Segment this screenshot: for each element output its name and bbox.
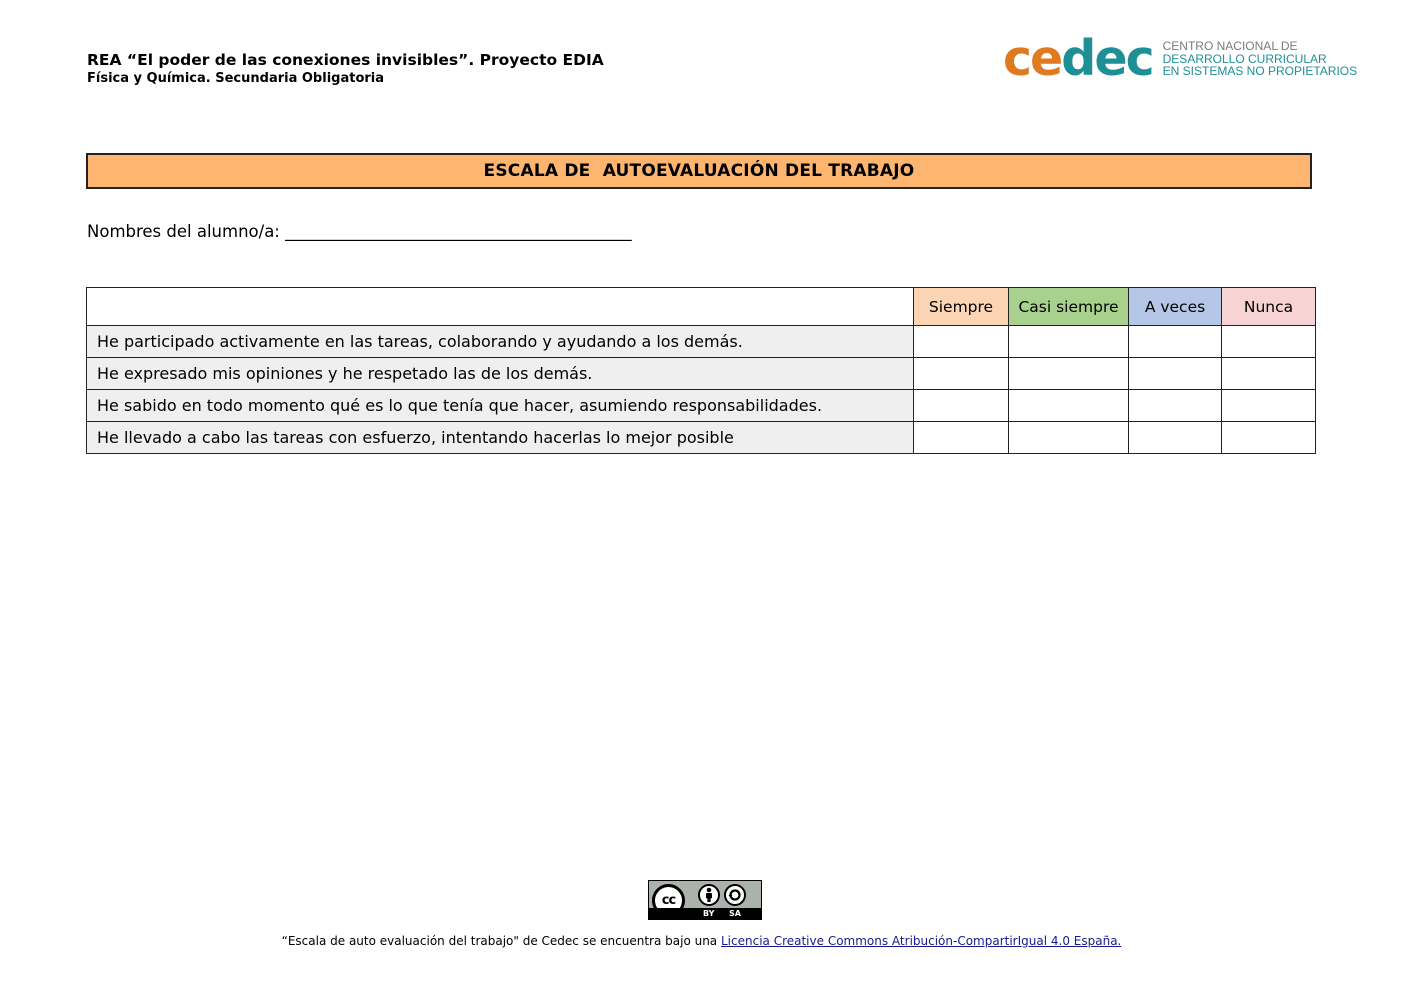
license-link[interactable]: Licencia Creative Commons Atribución-CompartirIgual 4.0 España. bbox=[720, 934, 1122, 948]
cedec-logo-wordmark: cedec bbox=[1003, 30, 1153, 87]
student-name-line bbox=[87, 222, 632, 241]
answer-cell-a-veces[interactable] bbox=[1129, 390, 1222, 422]
answer-cell-nunca[interactable] bbox=[1222, 358, 1316, 390]
answer-cell-casi-siempre[interactable] bbox=[1009, 390, 1129, 422]
sa-label: SA bbox=[729, 909, 741, 918]
answer-cell-casi-siempre[interactable] bbox=[1009, 326, 1129, 358]
header-blank-cell bbox=[87, 288, 914, 326]
answer-cell-siempre[interactable] bbox=[914, 390, 1009, 422]
answer-cell-casi-siempre[interactable] bbox=[1009, 422, 1129, 454]
answer-cell-nunca[interactable] bbox=[1222, 326, 1316, 358]
section-banner bbox=[86, 153, 1312, 189]
row-statement: He expresado mis opiniones y he respetado las de los demás. bbox=[87, 358, 914, 390]
table-row bbox=[87, 390, 1316, 422]
answer-cell-nunca[interactable] bbox=[1222, 422, 1316, 454]
cc-icon: cc bbox=[652, 884, 685, 917]
column-header-a-veces: A veces bbox=[1129, 288, 1222, 326]
answer-cell-nunca[interactable] bbox=[1222, 390, 1316, 422]
answer-cell-siempre[interactable] bbox=[914, 422, 1009, 454]
table-header-row bbox=[87, 288, 1316, 326]
document-header bbox=[87, 50, 604, 88]
footer-text: “Escala de auto evaluación del trabajo" de Cedec se encuentra bajo una bbox=[281, 934, 721, 948]
cedec-logo-caption: CENTRO NACIONAL DE DESARROLLO CURRICULAR EN SISTEMAS NO PROPIETARIOS bbox=[1162, 39, 1358, 79]
license-footer bbox=[0, 934, 1403, 948]
column-header-casi-siempre: Casi siempre bbox=[1009, 288, 1129, 326]
header-subtitle: Física y Química. Secundaria Obligatoria bbox=[87, 71, 385, 86]
row-statement: He participado activamente en las tareas, colaborando y ayudando a los demás. bbox=[87, 326, 914, 358]
by-label: BY bbox=[703, 909, 715, 918]
table-row bbox=[87, 358, 1316, 390]
answer-cell-siempre[interactable] bbox=[914, 326, 1009, 358]
cedec-logo bbox=[1003, 30, 1358, 87]
column-header-siempre: Siempre bbox=[914, 288, 1009, 326]
answer-cell-siempre[interactable] bbox=[914, 358, 1009, 390]
answer-cell-casi-siempre[interactable] bbox=[1009, 358, 1129, 390]
table-row bbox=[87, 326, 1316, 358]
header-title: REA “El poder de las conexiones invisibles”. Proyecto EDIA bbox=[87, 51, 604, 69]
banner-title: ESCALA DE AUTOEVALUACIÓN DEL TRABAJO bbox=[483, 161, 915, 181]
row-statement: He llevado a cabo las tareas con esfuerzo, intentando hacerlas lo mejor posible bbox=[87, 422, 914, 454]
by-person-icon bbox=[698, 884, 720, 906]
column-header-nunca: Nunca bbox=[1222, 288, 1316, 326]
answer-cell-a-veces[interactable] bbox=[1129, 422, 1222, 454]
cc-by-sa-license-badge[interactable] bbox=[648, 880, 762, 920]
student-name-blank: __________________________________________ bbox=[285, 222, 632, 241]
answer-cell-a-veces[interactable] bbox=[1129, 326, 1222, 358]
table-row bbox=[87, 422, 1316, 454]
student-name-label: Nombres del alumno/a: bbox=[87, 222, 286, 241]
answer-cell-a-veces[interactable] bbox=[1129, 358, 1222, 390]
evaluation-table bbox=[86, 287, 1316, 454]
row-statement: He sabido en todo momento qué es lo que tenía que hacer, asumiendo responsabilidades. bbox=[87, 390, 914, 422]
sa-share-alike-icon bbox=[724, 884, 746, 906]
